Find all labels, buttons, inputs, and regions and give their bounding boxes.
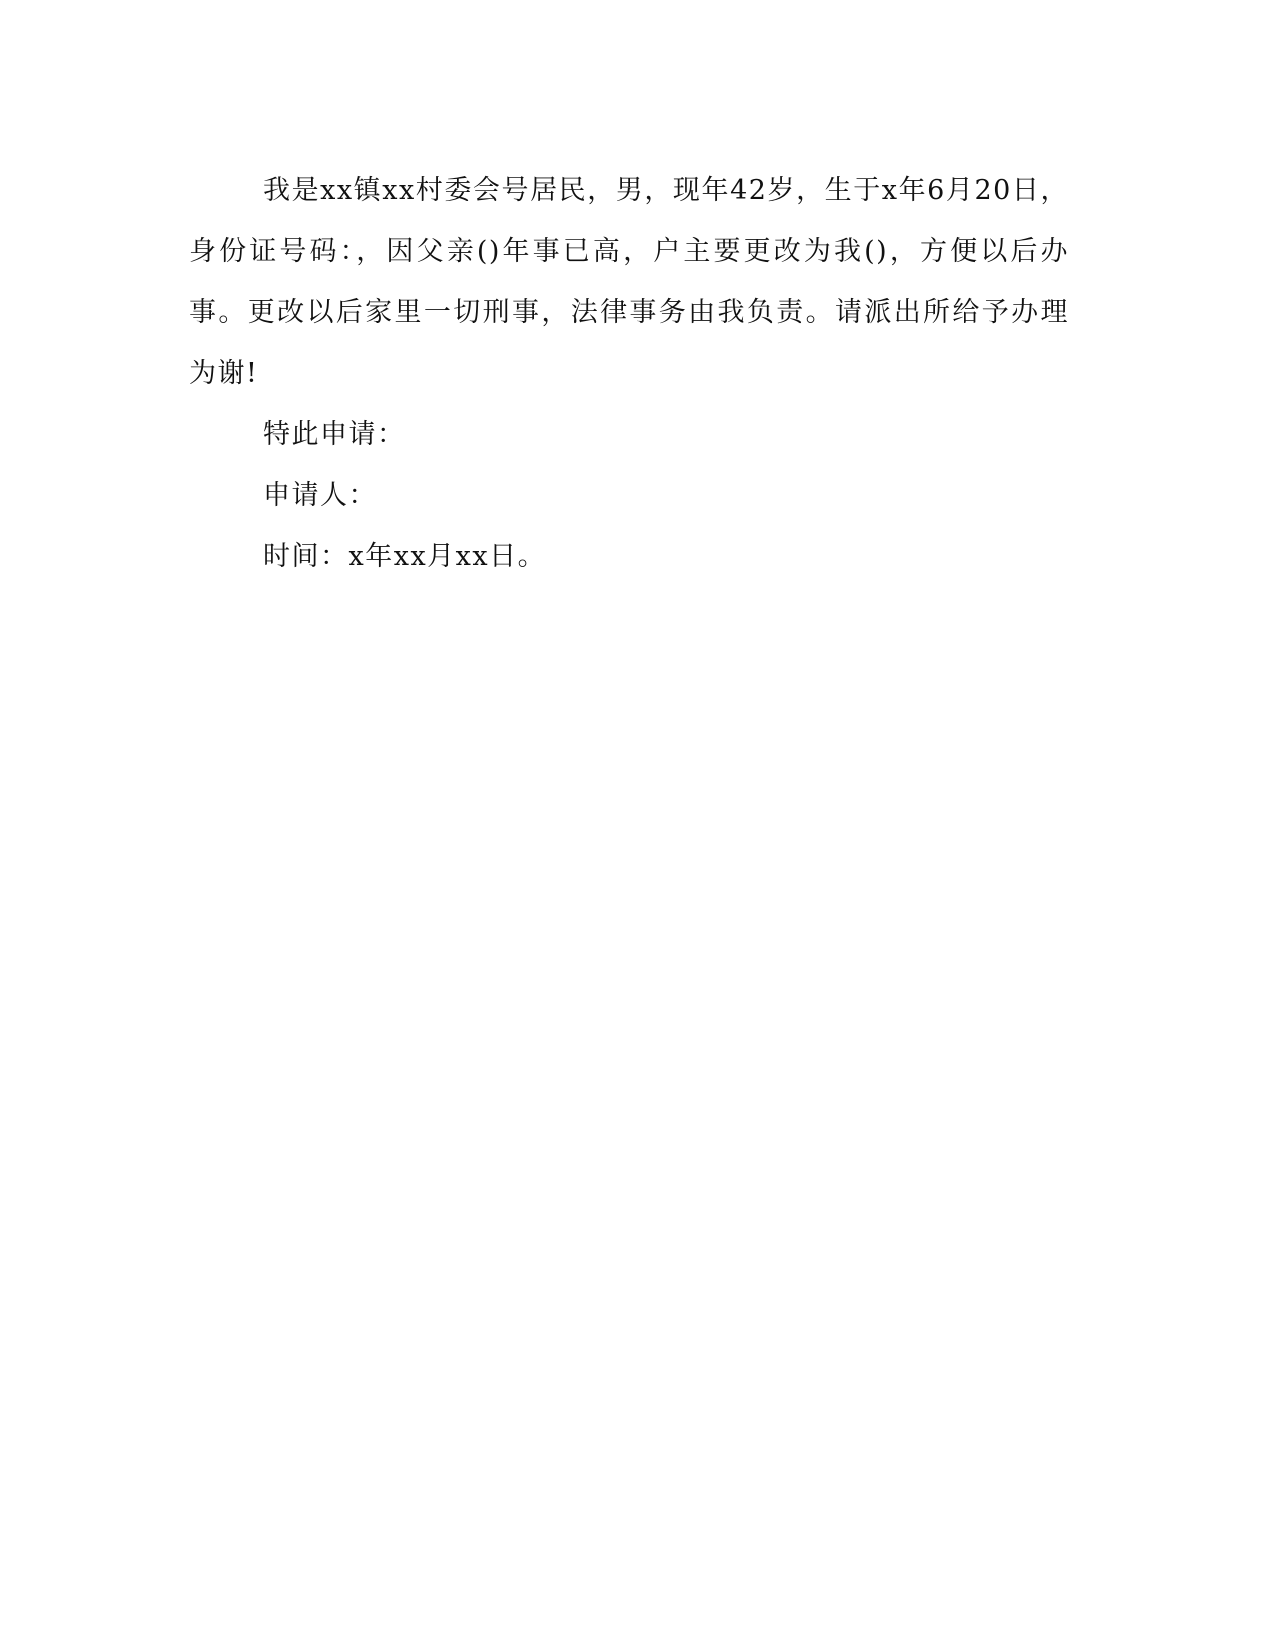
body-paragraph: 我是xx镇xx村委会号居民，男，现年42岁，生于x年6月20日，身份证号码：，因父亲()年事已高，户主要更改为我()，方便以后办事。更改以后家里一切刑事，法律事务由我负责。请派出所给予办理为谢! [189,175,1069,389]
date-line: 时间：x年xx月xx日。 [263,541,547,572]
document-body [189,160,1069,587]
applicant-line: 申请人： [263,480,377,511]
closing-line: 特此申请： [263,419,406,450]
